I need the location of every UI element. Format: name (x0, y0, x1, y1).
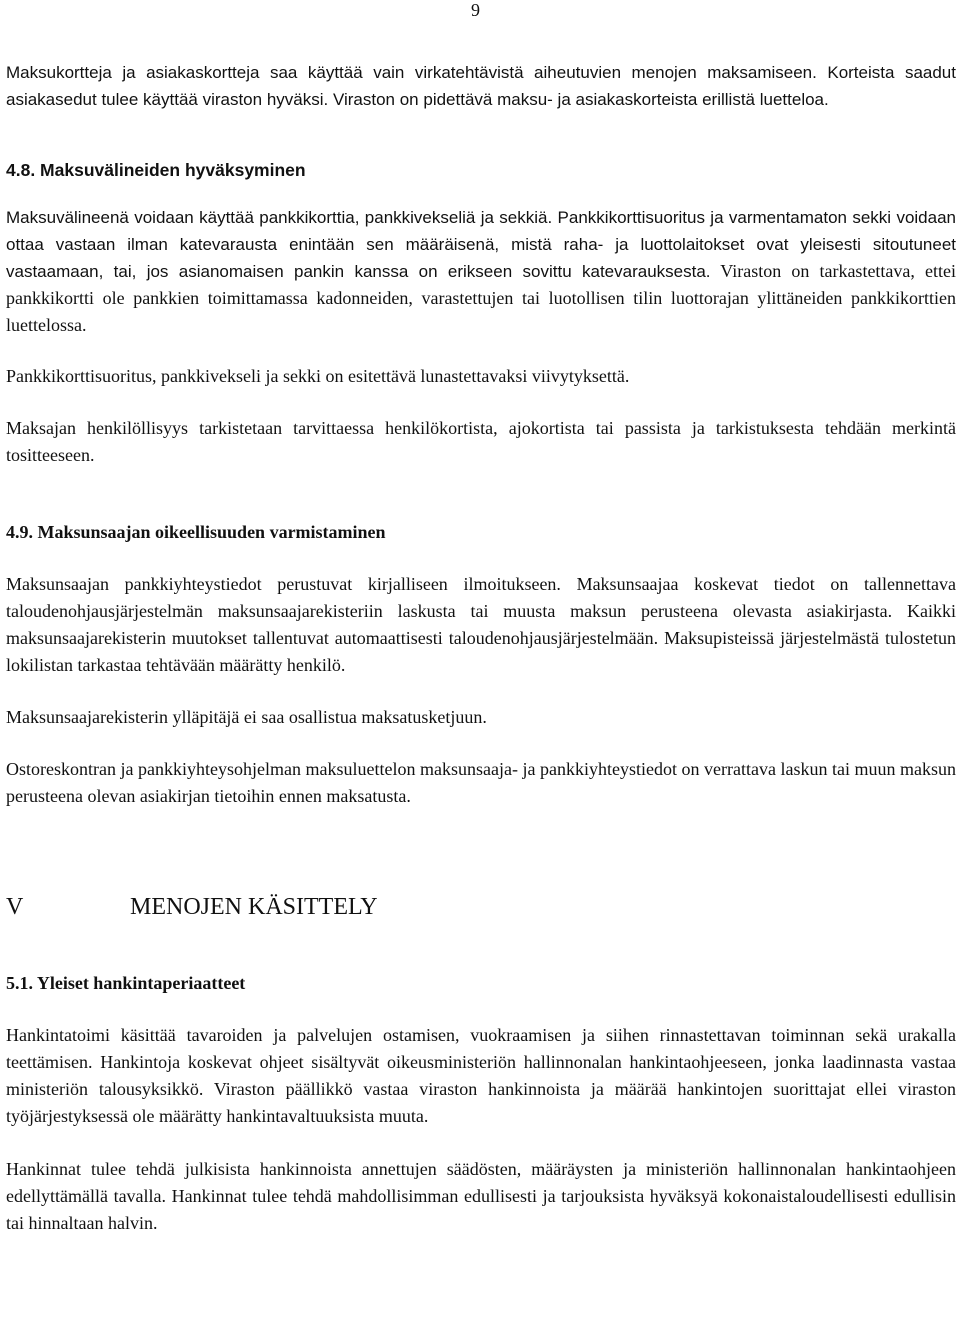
chapter-title: MENOJEN KÄSITTELY (130, 894, 378, 920)
page-number: 9 (471, 0, 480, 20)
paragraph-identity-check: Maksajan henkilöllisyys tarkistetaan tarvittaessa henkilökortista, ajokortista tai passista ja tarkistuksesta tehdään merkintä tositteeseen. (6, 418, 956, 465)
document-body (6, 59, 956, 1237)
heading-4-9: 4.9. Maksunsaajan oikeellisuuden varmistaminen (6, 522, 386, 542)
paragraph-comparison: Ostoreskontran ja pankkiyhteysohjelman maksuluettelon maksunsaaja- ja pankkiyhteystiedot on verrattava laskun tai muun maksun perusteena olevan asiakirjan tietoihin ennen maksatusta. (6, 759, 956, 806)
chapter-heading (6, 892, 956, 922)
heading-5-1: 5.1. Yleiset hankintaperiaatteet (6, 973, 246, 993)
paragraph-procurement-rules: Hankinnat tulee tehdä julkisista hankinnoista annettujen säädösten, määräysten ja ministeriön hallinnonalan hankintaohjeen edellyttämällä tavalla. Hankinnat tulee tehdä mahdollisimman edullisesti ja tarjouksista hyväksyä kokonaistaloudellisesti edullisin tai hinnaltaan halvin. (6, 1159, 956, 1233)
paragraph-collection: Pankkikorttisuoritus, pankkivekseli ja sekki on esitettävä lunastettavaksi viivytyksettä. (6, 366, 630, 386)
paragraph-payment-methods-lead: Maksuvälineenä voidaan käyttää pankkikorttia, pankkivekseliä ja sekkiä. (6, 208, 553, 227)
paragraph-payee-details: Maksunsaajan pankkiyhteystiedot perustuvat kirjalliseen ilmoitukseen. Maksunsaajaa koskevat tiedot on tallennettava taloudenohjausjärjestelmän maksunsaajarekisteriin laskusta tai muusta maksun perusteena olevasta asiakirjasta. Kaikki maksunsaajarekisterin muutokset tallentuvat automaattisesti taloudenohjausjärjestelmään. Maksupisteissä järjestelmästä tulostetun lokilistan tarkastaa tehtävään määrätty henkilö. (6, 574, 956, 675)
paragraph-payment-methods (6, 204, 956, 339)
paragraph-payment-methods-middle: Pankkikorttisuoritus ja varmentamaton sekki voidaan ottaa vastaan ilman katevarausta enintään sen määräisenä, mistä raha- ja luottolaitokset ovat yleisesti sitoutuneet vastaamaan, tai, jos asianomaisen pankin kanssa on erikseen sovittu katevarauksesta. (6, 208, 956, 281)
paragraph-payment-methods-tail: Viraston on tarkastettava, ettei pankkikortti ole pankkien toimittamassa kadonneiden, varastettujen tai luotollisen tilin luottorajan ylittäneiden pankkikorttien luettelossa. (6, 261, 957, 335)
heading-4-8: 4.8. Maksuvälineiden hyväksyminen (6, 160, 306, 180)
paragraph-card-usage: Maksukortteja ja asiakaskortteja saa käyttää vain virkatehtävistä aiheutuvien menojen maksamiseen. Korteista saadut asiakasedut tulee käyttää viraston hyväksi. Viraston on pidettävä maksu- ja asiakaskorteista erillistä luetteloa. (6, 63, 956, 109)
paragraph-procurement: Hankintatoimi käsittää tavaroiden ja palvelujen ostamisen, vuokraamisen ja siihen rinnastettavan toiminnan sekä urakalla teettämisen. Hankintoja koskevat ohjeet sisältyvät oikeusministeriön hallinnonalan hankintaohjeeseen, jonka laadinnasta vastaa ministeriön talousyksikkö. Viraston päällikkö vastaa viraston hankinnoista ja määrää hankintojen suorittajat ellei viraston työjärjestyksessä ole määrätty hankintavaltuuksista muuta. (6, 1025, 956, 1126)
paragraph-register-maintainer: Maksunsaajarekisterin ylläpitäjä ei saa osallistua maksatusketjuun. (6, 707, 487, 727)
chapter-number: V (6, 894, 24, 920)
